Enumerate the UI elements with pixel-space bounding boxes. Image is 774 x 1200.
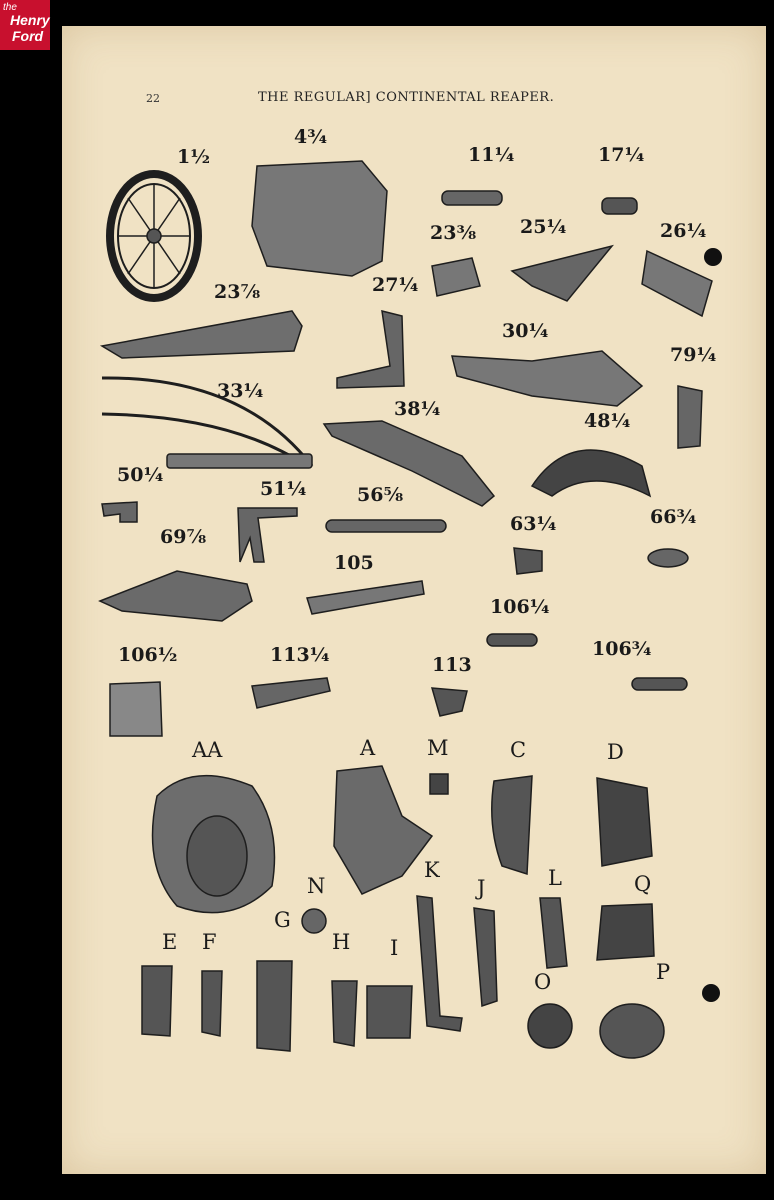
part-letter-d: D <box>607 740 624 764</box>
part-letter-k: K <box>424 858 440 882</box>
part-c-drawing <box>492 776 532 874</box>
part-113-drawing <box>432 688 467 716</box>
part-letter-e: E <box>162 930 178 954</box>
part-i-drawing <box>367 986 412 1038</box>
wheel-drawing <box>110 174 198 298</box>
part-50-drawing <box>102 502 137 522</box>
part-letter-f: F <box>202 930 217 954</box>
part-number-26-25: 26¼ <box>660 220 707 242</box>
part-51-drawing <box>238 508 297 562</box>
part-letter-l: L <box>548 866 562 890</box>
part-number-113-25: 113¼ <box>270 644 330 666</box>
part-q-drawing <box>597 904 654 960</box>
part-p-drawing <box>600 1004 664 1058</box>
part-l-drawing <box>540 898 567 968</box>
bar-33-drawing <box>167 454 312 468</box>
casting-a-drawing <box>334 766 432 894</box>
part-number-106-25: 106¼ <box>490 596 550 618</box>
part-63-drawing <box>514 548 542 574</box>
logo-line-the: the <box>3 2 17 13</box>
part-j-drawing <box>474 908 497 1006</box>
springs-33-drawing <box>102 378 312 466</box>
part-number-113: 113 <box>432 654 472 676</box>
part-letter-c: C <box>510 738 527 762</box>
part-number-51-25: 51¼ <box>260 478 307 500</box>
part-number-48-25: 48¼ <box>584 410 631 432</box>
part-38-drawing <box>324 421 494 506</box>
part-letter-m: M <box>427 736 449 760</box>
part-number-69-875: 69⅞ <box>160 526 207 548</box>
bracket-27-drawing <box>337 311 404 388</box>
part-number-30-25: 30¼ <box>502 320 549 342</box>
part-number-25-25: 25¼ <box>520 216 567 238</box>
part-h-drawing <box>332 981 357 1046</box>
part-letter-q: Q <box>634 872 652 896</box>
part-number-56-625: 56⅝ <box>357 484 404 506</box>
parts-illustrations <box>62 26 766 1174</box>
part-letter-aa: AA <box>192 738 223 762</box>
part-106-2-drawing <box>110 682 162 736</box>
part-69-drawing <box>100 571 252 621</box>
part-66-drawing <box>648 549 688 567</box>
part-30-drawing <box>452 351 642 406</box>
part-letter-p: P <box>656 960 671 984</box>
part-letter-g: G <box>274 908 291 932</box>
part-n-drawing <box>302 909 326 933</box>
catalog-page <box>62 26 766 1174</box>
part-number-17-25: 17¼ <box>598 144 645 166</box>
part-letter-o: O <box>534 970 552 994</box>
part-48-drawing <box>532 450 650 496</box>
part-79-drawing <box>678 386 702 448</box>
part-e-drawing <box>142 966 172 1036</box>
part-number-38-25: 38¼ <box>394 398 441 420</box>
part-11-drawing <box>442 191 502 205</box>
part-number-105: 105 <box>334 552 374 574</box>
part-o-drawing <box>528 1004 572 1048</box>
part-113-1-drawing <box>252 678 330 708</box>
part-number-66-75: 66¾ <box>650 506 697 528</box>
part-105-drawing <box>307 581 424 614</box>
part-number-4-75: 4¾ <box>294 126 328 148</box>
page-number: 22 <box>146 92 160 105</box>
part-number-50-25: 50¼ <box>117 464 164 486</box>
logo-line-henry: Henry <box>10 12 50 28</box>
logo-line-ford: Ford <box>12 28 44 44</box>
part-letter-n: N <box>307 874 326 898</box>
part-letter-h: H <box>332 930 351 954</box>
part-f-drawing <box>202 971 222 1036</box>
frame-casting-drawing <box>252 161 387 276</box>
part-m-drawing <box>430 774 448 794</box>
part-number-23-875: 23⅞ <box>214 281 261 303</box>
part-g-drawing <box>257 961 292 1051</box>
part-number-33-25: 33¼ <box>217 380 264 402</box>
part-56-drawing <box>326 520 446 532</box>
part-number-63-25: 63¼ <box>510 513 557 535</box>
paper-hole-bottom <box>702 984 720 1002</box>
part-number-11-25: 11¼ <box>468 144 515 166</box>
part-number-106-5: 106½ <box>118 644 178 666</box>
part-25-drawing <box>512 246 612 301</box>
part-number-23-375: 23⅜ <box>430 222 477 244</box>
part-23-3-drawing <box>432 258 480 296</box>
part-k-drawing <box>417 896 462 1031</box>
paper-hole-top <box>704 248 722 266</box>
part-number-1-5: 1½ <box>177 146 211 168</box>
part-letter-i: I <box>390 936 399 960</box>
part-letter-a: A <box>360 736 376 760</box>
henry-ford-logo <box>0 0 50 50</box>
part-number-79-25: 79¼ <box>670 344 717 366</box>
bar-23-7-drawing <box>102 311 302 358</box>
part-106-3-drawing <box>632 678 687 690</box>
page-header: THE REGULAR] CONTINENTAL REAPER. <box>258 90 555 105</box>
part-106-1-drawing <box>487 634 537 646</box>
part-17-drawing <box>602 198 637 214</box>
part-number-106-75: 106¾ <box>592 638 652 660</box>
part-26-drawing <box>642 251 712 316</box>
part-number-27-25: 27¼ <box>372 274 419 296</box>
part-d-drawing <box>597 778 652 866</box>
part-letter-j: J <box>477 876 486 900</box>
